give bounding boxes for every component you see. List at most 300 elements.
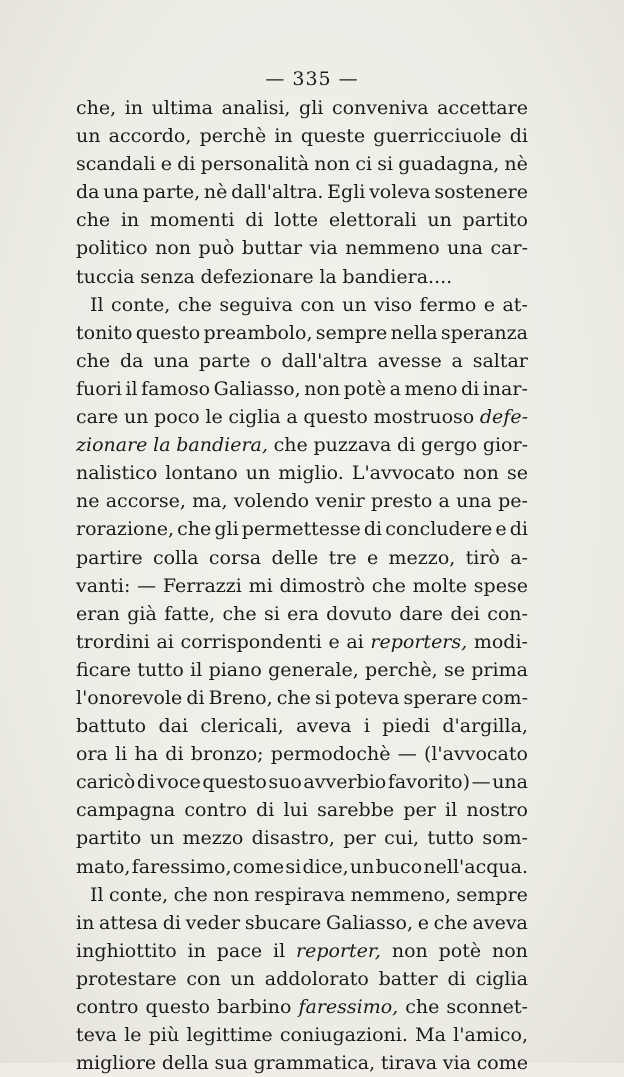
text-line <box>76 600 528 628</box>
word: faressimo, <box>131 855 232 878</box>
word: Il <box>90 883 104 906</box>
text-line <box>76 853 528 881</box>
word: l'amico, <box>453 1024 528 1047</box>
word: tuccia <box>76 265 135 288</box>
word: batter <box>378 967 438 990</box>
word: a <box>451 349 463 372</box>
word: buco <box>375 855 423 878</box>
word: perchè, <box>365 658 438 681</box>
word: fatte, <box>164 602 216 625</box>
word: ne <box>76 490 100 513</box>
word: dice, <box>302 855 349 878</box>
text-line <box>76 1021 528 1049</box>
word: di <box>447 967 466 990</box>
word: l'onorevole <box>76 686 183 709</box>
word: a <box>389 377 401 400</box>
word: buttar <box>241 237 302 260</box>
text-line <box>76 909 528 937</box>
text-line <box>76 122 528 150</box>
text-line <box>76 712 528 740</box>
word: som- <box>482 827 528 850</box>
word: non <box>304 377 341 400</box>
text-line <box>76 347 528 375</box>
word: nalistico <box>76 462 158 485</box>
word: che <box>177 518 212 541</box>
word: personalità <box>200 153 310 176</box>
text-line <box>76 403 528 431</box>
word: inar- <box>482 377 528 400</box>
text-line <box>76 1049 528 1077</box>
word: lontano <box>165 462 238 485</box>
word: ciglia <box>475 967 528 990</box>
text-line <box>76 234 528 262</box>
word: attesa <box>99 911 158 934</box>
word: tirava <box>380 1052 438 1075</box>
text-line <box>76 206 528 234</box>
word: nell'acqua. <box>423 855 528 878</box>
word: molte <box>412 574 468 597</box>
word: spese <box>473 574 528 597</box>
word: momenti <box>149 209 235 232</box>
word: si <box>263 602 280 625</box>
text-line <box>76 178 528 206</box>
word: corrispondenti <box>180 630 322 653</box>
word: una <box>492 771 528 794</box>
word: un <box>123 406 149 429</box>
text-line <box>76 684 528 712</box>
word: partito <box>462 209 528 232</box>
word: a <box>286 406 298 429</box>
word: tutto <box>427 827 474 850</box>
word: aveva <box>296 715 352 738</box>
word: in <box>76 911 95 934</box>
word: era <box>287 602 319 625</box>
word: volendo <box>233 490 310 513</box>
word: un <box>245 462 271 485</box>
word: preambolo, <box>203 321 313 344</box>
word: e <box>366 546 379 569</box>
word: aveva <box>472 911 528 934</box>
text-line <box>76 656 528 684</box>
word: questo <box>303 406 368 429</box>
word: trordini <box>76 630 150 653</box>
word: di <box>397 434 416 457</box>
word: nè <box>504 153 528 176</box>
text-line <box>76 740 528 768</box>
word: sempre <box>456 883 528 906</box>
text-line <box>76 965 528 993</box>
word: parte <box>198 349 251 372</box>
word: se <box>443 658 465 681</box>
word: Breno, <box>208 686 273 709</box>
word: care <box>76 406 119 429</box>
word: la <box>319 265 337 288</box>
word: voce <box>156 771 201 794</box>
word: inghiottito <box>76 939 177 962</box>
text-line <box>76 937 528 965</box>
word: il <box>273 939 286 962</box>
word: conte, <box>108 883 169 906</box>
word: gli <box>214 518 239 541</box>
word: conveniva <box>331 97 429 119</box>
word: famoso <box>141 377 211 400</box>
word: se <box>506 462 528 485</box>
word: venir <box>315 490 365 513</box>
word: (l'avvocato <box>423 743 528 766</box>
word: si <box>285 855 302 878</box>
word: Il <box>90 293 104 316</box>
word: piedi <box>382 715 431 738</box>
word: lotte <box>274 209 319 232</box>
word: ai <box>346 630 364 653</box>
text-line <box>76 431 528 459</box>
text-line <box>76 796 528 824</box>
word: generale, <box>268 658 359 681</box>
word: dare <box>399 602 444 625</box>
text-line <box>76 768 528 796</box>
word: potè <box>438 939 482 962</box>
word: nostro <box>466 799 528 822</box>
word: via <box>442 1052 471 1075</box>
text-line <box>76 319 528 347</box>
text-line <box>76 150 528 178</box>
word: e <box>495 518 507 541</box>
word: tirò <box>465 546 500 569</box>
word: si <box>377 153 394 176</box>
word: di <box>177 153 196 176</box>
word: ci <box>355 153 373 176</box>
italic-word: reporters, <box>370 630 468 653</box>
word: tutto <box>137 658 184 681</box>
word: come <box>232 855 285 878</box>
word: e <box>328 630 340 653</box>
word: il <box>445 799 458 822</box>
word: mato, <box>76 855 131 878</box>
word: guadagna, <box>398 153 500 176</box>
word: defezionare <box>200 265 314 288</box>
word: mezzo <box>182 827 244 850</box>
word: fermo <box>419 293 477 316</box>
word: sbucare <box>244 911 322 934</box>
word: bandiera.... <box>342 265 453 288</box>
word: che <box>276 686 311 709</box>
word: colla <box>152 546 199 569</box>
word: cui, <box>384 827 420 850</box>
word: questo <box>135 321 201 344</box>
word: di <box>162 911 181 934</box>
word: analisi, <box>221 97 291 119</box>
word: di <box>509 125 528 148</box>
word: L'avvocato <box>351 462 455 485</box>
word: un <box>230 967 255 990</box>
word: e <box>417 911 429 934</box>
word: che <box>177 293 212 316</box>
text-line <box>76 94 528 122</box>
word: pe- <box>498 490 528 513</box>
word: si <box>314 686 331 709</box>
word: dall'altra <box>281 349 368 372</box>
word: piano <box>208 658 262 681</box>
word: — <box>471 771 491 794</box>
word: in <box>274 125 293 148</box>
text-line <box>76 824 528 852</box>
word: che <box>433 911 468 934</box>
word: una <box>103 181 140 204</box>
word: perchè <box>199 125 267 148</box>
word: concludere <box>385 518 493 541</box>
word: at- <box>502 293 528 316</box>
text-line <box>76 544 528 572</box>
text-line <box>76 291 528 319</box>
word: via <box>309 237 338 260</box>
word: senza <box>140 265 195 288</box>
word: ciglia <box>228 406 281 429</box>
word: per <box>403 799 436 822</box>
word: sempre <box>315 321 388 344</box>
word: a- <box>510 546 528 569</box>
word: che <box>76 209 111 232</box>
word: non <box>391 939 428 962</box>
word: e <box>160 153 173 176</box>
word: grammatica, <box>253 1052 376 1075</box>
word: di <box>460 377 480 400</box>
text-line <box>76 459 528 487</box>
word: che <box>273 434 308 457</box>
word: più <box>148 1024 180 1047</box>
word: Galiasso, <box>213 377 301 400</box>
word: di <box>363 518 383 541</box>
word: nemmeno, <box>350 883 452 906</box>
word: una <box>153 349 190 372</box>
word: caricò <box>76 771 136 794</box>
word: questo <box>145 996 210 1018</box>
word: eran <box>76 602 120 625</box>
word: favorito) <box>387 771 470 794</box>
word: gior- <box>482 434 528 457</box>
word: di <box>136 771 156 794</box>
word: avesse <box>377 349 442 372</box>
word: partire <box>76 546 143 569</box>
italic-word: la <box>153 434 171 457</box>
word: di <box>256 799 275 822</box>
word: mi <box>248 574 273 597</box>
text-line <box>76 263 528 291</box>
word: un <box>149 827 175 850</box>
word: nella <box>390 321 438 344</box>
word: dei <box>450 602 480 625</box>
word: mostruoso <box>373 406 475 429</box>
word: il <box>125 377 138 400</box>
word: che <box>371 574 406 597</box>
word: avverbio <box>303 771 387 794</box>
word: suo <box>268 771 302 794</box>
word: queste <box>300 125 366 148</box>
word: politico <box>76 237 148 260</box>
word: o <box>260 349 272 372</box>
italic-word: faressimo, <box>298 996 399 1018</box>
word: di <box>165 743 184 766</box>
word: addolorato <box>264 967 369 990</box>
word: della <box>161 1052 209 1075</box>
word: Egli <box>327 181 366 204</box>
word: ai <box>156 630 174 653</box>
word: ora <box>76 743 108 766</box>
word: corsa <box>208 546 262 569</box>
word: che <box>405 996 440 1018</box>
word: un <box>349 855 375 878</box>
word: che <box>222 602 257 625</box>
word: già <box>127 602 157 625</box>
word: delle <box>271 546 319 569</box>
word: com- <box>481 686 528 709</box>
word: un <box>76 125 101 148</box>
word: a <box>438 490 450 513</box>
word: prima <box>471 658 528 681</box>
word: — <box>397 743 417 766</box>
word: le <box>124 1024 142 1047</box>
word: tre <box>328 546 357 569</box>
word: ficare <box>76 658 131 681</box>
word: contro <box>184 799 247 822</box>
word: clericali, <box>200 715 284 738</box>
text-line <box>76 993 528 1021</box>
word: con- <box>487 602 528 625</box>
word: parte, <box>142 181 201 204</box>
word: una <box>447 237 483 260</box>
word: di <box>186 686 205 709</box>
word: le <box>205 406 223 429</box>
italic-word: bandiera, <box>176 434 268 457</box>
text-line <box>76 515 528 543</box>
word: veder <box>185 911 241 934</box>
word: d'argilla, <box>442 715 528 738</box>
word: da <box>119 349 144 372</box>
word: speranza <box>440 321 528 344</box>
word: sarebbe <box>317 799 395 822</box>
word: partito <box>76 827 142 850</box>
word: il <box>190 658 203 681</box>
word: non <box>155 237 191 260</box>
word: un <box>342 293 367 316</box>
word: respirava <box>254 883 346 906</box>
word: puzzava <box>313 434 392 457</box>
word: pace <box>216 939 263 962</box>
page-number: — 335 — <box>265 68 359 90</box>
word: accorse, <box>105 490 186 513</box>
word: che <box>173 883 208 906</box>
word: dovuto <box>326 602 392 625</box>
word: come <box>476 1052 528 1075</box>
word: potè <box>343 377 387 400</box>
word: con <box>300 293 335 316</box>
word: ma, <box>192 490 228 513</box>
italic-word: defe- <box>479 406 528 429</box>
word: mezzo, <box>388 546 456 569</box>
text-line <box>76 487 528 515</box>
word: bronzo; <box>190 743 264 766</box>
word: accordo, <box>108 125 192 148</box>
word: può <box>198 237 235 260</box>
word: ha <box>134 743 159 766</box>
word: dai <box>158 715 189 738</box>
word: viso <box>374 293 413 316</box>
word: accettare <box>437 97 528 119</box>
word: permodochè <box>270 743 391 766</box>
word: poco <box>154 406 200 429</box>
word: gergo <box>421 434 478 457</box>
word: barbino <box>216 996 292 1018</box>
word: e <box>483 293 496 316</box>
word: protestare <box>76 967 177 990</box>
word: questo <box>202 771 267 794</box>
word: che, <box>76 97 117 119</box>
word: non <box>463 462 499 485</box>
word: Ferrazzi <box>162 574 242 597</box>
word: per <box>343 827 376 850</box>
word: li <box>115 743 128 766</box>
word: non <box>492 939 528 962</box>
word: battuto <box>76 715 147 738</box>
word: nè <box>203 181 228 204</box>
word: sostenere <box>434 181 528 204</box>
word: car- <box>490 237 528 260</box>
word: meno <box>404 377 458 400</box>
word: presto <box>370 490 433 513</box>
word: in <box>120 209 140 232</box>
italic-word: zionare <box>76 434 148 457</box>
word: modi- <box>473 630 528 653</box>
word: campagna <box>76 799 176 822</box>
word: scandali <box>76 153 156 176</box>
word: vanti: <box>76 574 131 597</box>
word: Galiasso, <box>326 911 413 934</box>
word: coniugazioni. <box>279 1024 408 1047</box>
word: permettesse <box>241 518 361 541</box>
word: da <box>76 181 100 204</box>
word: miglio. <box>278 462 344 485</box>
word: non <box>213 883 250 906</box>
word: una <box>456 490 492 513</box>
body-text <box>76 94 528 1077</box>
word: saltar <box>472 349 528 372</box>
word: dall'altra. <box>231 181 324 204</box>
word: di <box>509 518 528 541</box>
italic-word: reporter, <box>296 939 381 962</box>
word: voleva <box>369 181 431 204</box>
word: sperare <box>403 686 478 709</box>
word: lui <box>283 799 308 822</box>
word: rorazione, <box>76 518 174 541</box>
word: contro <box>76 996 139 1018</box>
word: disastro, <box>251 827 335 850</box>
word: — <box>137 574 157 597</box>
word: tonito <box>76 321 133 344</box>
word: Ma <box>415 1024 446 1047</box>
word: fuori <box>76 377 122 400</box>
text-line <box>76 572 528 600</box>
word: conte, <box>111 293 171 316</box>
word: dimostrò <box>279 574 366 597</box>
word: guerricciuole <box>373 125 502 148</box>
word: un <box>427 209 452 232</box>
word: ultima <box>151 97 213 119</box>
word: sconnet- <box>446 996 528 1018</box>
word: gli <box>299 97 324 119</box>
word: in <box>187 939 206 962</box>
word: in <box>124 97 144 119</box>
word: seguiva <box>219 293 293 316</box>
word: i <box>363 715 370 738</box>
